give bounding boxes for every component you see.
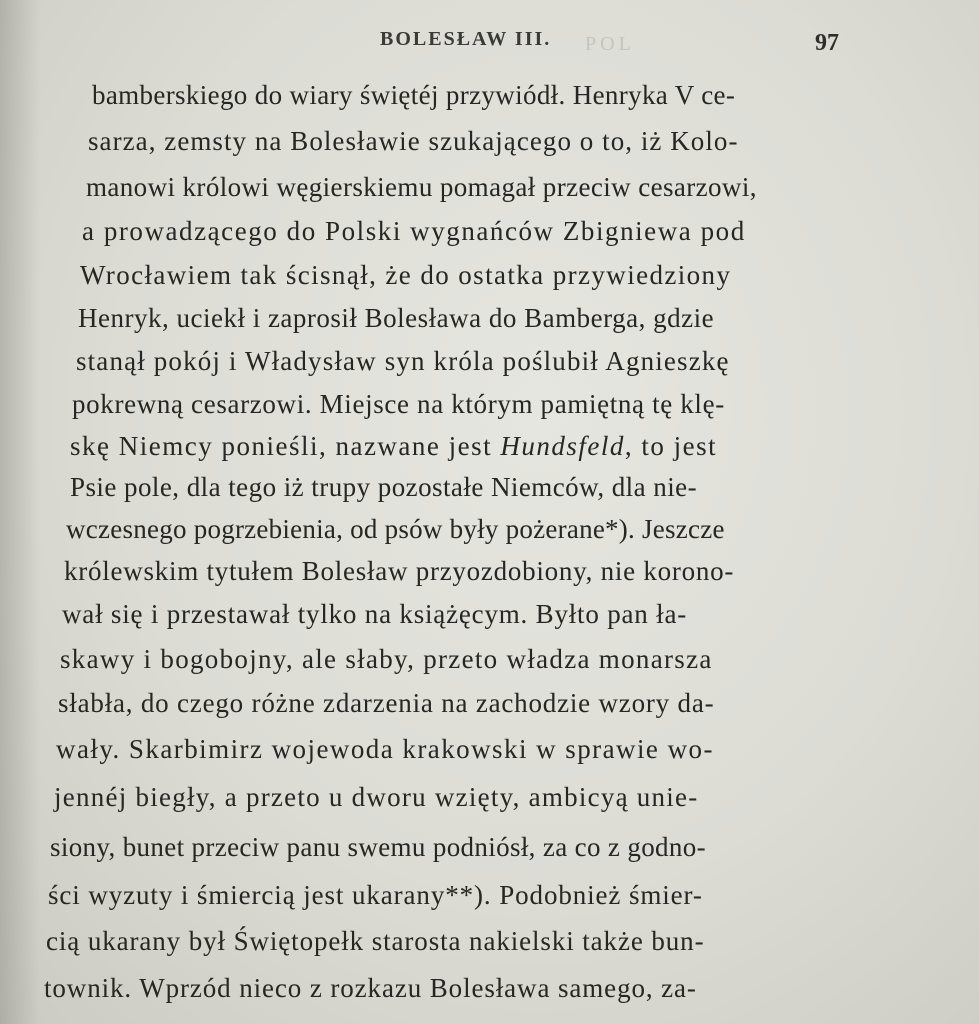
text-line: ści wyzuty i śmiercią jest ukarany**). Podobnież śmier-	[48, 880, 703, 910]
text-line: pokrewną cesarzowi. Miejsce na którym pamiętną tę klę-	[72, 389, 725, 419]
text-span: , to jest	[624, 431, 718, 461]
text-line: Wrocławiem tak ścisnął, że do ostatka przywiedziony	[80, 260, 732, 290]
text-line: sarza, zemsty na Bolesławie szukającego o to, iż Kolo-	[88, 126, 739, 156]
bleed-through-text: POL	[585, 33, 635, 55]
text-line: słabła, do czego różne zdarzenia na zachodzie wzory da-	[58, 688, 715, 718]
text-line: Henryk, uciekł i zaprosił Bolesława do Bamberga, gdzie	[78, 303, 715, 333]
text-span: skę Niemcy ponieśli, nazwane jest	[70, 431, 493, 461]
text-line: skawy i bogobojny, ale słaby, przeto władza monarsza	[60, 644, 713, 674]
italic-term: Hundsfeld	[500, 431, 625, 461]
text-line: stanął pokój i Władysław syn króla poślubił Agnieszkę	[76, 346, 730, 376]
text-line: bamberskiego do wiary świętéj przywiódł. Henryka V ce-	[92, 80, 736, 110]
text-line: wał się i przestawał tylko na książęcym. Byłto pan ła-	[62, 599, 688, 629]
running-head: BOLESŁAW III.	[380, 28, 552, 50]
text-line: siony, bunet przeciw panu swemu podniósł, za co z godno-	[50, 832, 706, 862]
text-line: królewskim tytułem Bolesław przyozdobiony, nie korono-	[64, 556, 735, 586]
text-line: wały. Skarbimirz wojewoda krakowski w sprawie wo-	[56, 734, 714, 764]
text-line: jennéj biegły, a przeto u dworu wzięty, ambicyą unie-	[54, 782, 699, 812]
page-number: 97	[815, 30, 839, 56]
text-line: wczesnego pogrzebienia, od psów były pożerane*). Jeszcze	[66, 514, 725, 544]
text-line: townik. Wprzód nieco z rozkazu Bolesława samego, za-	[44, 973, 697, 1003]
text-line: manowi królowi węgierskiemu pomagał przeciw cesarzowi,	[86, 172, 757, 202]
text-line	[70, 431, 717, 461]
text-line: Psie pole, dla tego iż trupy pozostałe Niemców, dla nie-	[70, 472, 698, 502]
text-line: cią ukarany był Świętopełk starosta nakielski także bun-	[46, 926, 705, 956]
text-line: a prowadzącego do Polski wygnańców Zbigniewa pod	[82, 216, 746, 246]
